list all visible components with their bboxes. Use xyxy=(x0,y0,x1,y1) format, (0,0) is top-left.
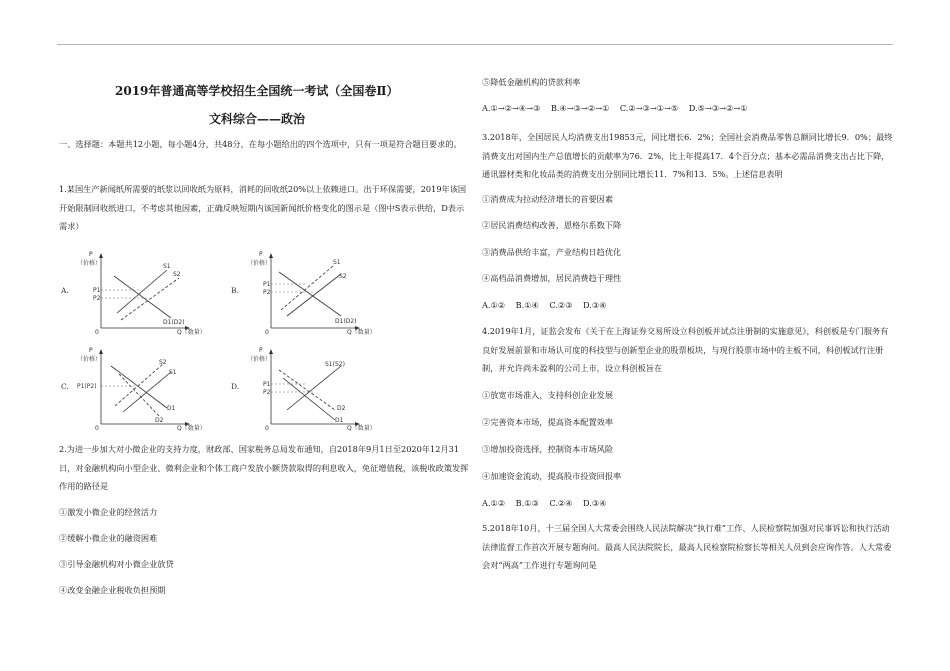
question-4-answers: A.①② B.①③ C.②④ D.③④ xyxy=(482,498,607,508)
graph-a xyxy=(59,248,209,340)
question-2-option-3: ③引导金融机构对小微企业放贷 xyxy=(59,559,174,569)
graph-b-s1: S1 xyxy=(333,259,341,266)
question-4-option-1: ①放宽市场准入，支持科创企业发展 xyxy=(482,390,614,400)
graph-c-p: P xyxy=(89,347,93,354)
graph-c-letter: C. xyxy=(61,382,69,391)
question-2-option-2: ②缓解小微企业的融资困难 xyxy=(59,533,158,543)
graph-d-d2: D2 xyxy=(337,405,346,412)
question-3-option-3: ③消费品供给丰富，产业结构日趋优化 xyxy=(482,247,622,257)
graph-c-q: Q（数量） xyxy=(177,425,206,432)
graph-d-letter: D. xyxy=(231,382,240,391)
graph-a-p2: P2 xyxy=(93,295,101,302)
question-4-option-4: ④加速资金流动，提高股市投资回报率 xyxy=(482,471,622,481)
graph-d-p1: P1 xyxy=(263,381,271,388)
graph-c-s2: S2 xyxy=(159,359,167,366)
graph-d-p2: P2 xyxy=(263,389,271,396)
graph-d xyxy=(229,344,379,436)
graph-d-d1: D1 xyxy=(335,417,344,424)
graph-d-price: （价格） xyxy=(247,356,272,363)
graph-a-s2: S2 xyxy=(173,271,181,278)
question-4-option-3: ③增加投资选择，控制资本市场风险 xyxy=(482,444,614,454)
question-2-option-4: ④改变金融企业税收负担预期 xyxy=(59,585,166,595)
graph-b-q: Q（数量） xyxy=(347,329,376,336)
question-4-option-2: ②完善资本市场，提高资本配置效率 xyxy=(482,417,614,427)
graph-c-d1: D1 xyxy=(167,405,176,412)
graph-a-letter: A. xyxy=(61,286,69,295)
graph-b-d: D1(D2) xyxy=(335,318,357,325)
graph-c-p12: P1(P2) xyxy=(77,383,97,390)
question-3-answers: A.①② B.①④ C.②③ D.③④ xyxy=(482,300,607,310)
graph-b-p1: P1 xyxy=(263,281,271,288)
graph-b-p: P xyxy=(259,251,263,258)
graph-c-origin: 0 xyxy=(95,425,99,432)
graph-b xyxy=(229,248,379,340)
question-3-option-4: ④高档品消费增加，居民消费趋于理性 xyxy=(482,273,622,283)
exam-subtitle: 文科综合——政治 xyxy=(209,112,306,126)
question-5-stem: 5.2018年10月，十三届全国人大常委会围绕人民法院解决“执行难”工作、人民检察院加强对民事诉讼和执行活动法律监督工作首次开展专题询问。最高人民法院院长，最高人民检察院检察长等相关人员到会应询作答。人大常委会对“两高”工作进行专题询问是 xyxy=(482,523,892,570)
question-3-option-2: ②居民消费结构改善，恩格尔系数下降 xyxy=(482,220,622,230)
graph-c-d2: D2 xyxy=(155,417,164,424)
graph-a-s1: S1 xyxy=(163,263,171,270)
question-2-answers: A.①→②→④→③ B.④→③→②→① C.②→③→①→⑤ D.⑤→③→②→① xyxy=(482,103,748,113)
graph-c-price: （价格） xyxy=(77,356,102,363)
header-rule xyxy=(57,44,893,45)
graph-a-origin: 0 xyxy=(95,329,99,336)
graph-a-p: P xyxy=(89,251,93,258)
graph-c-s1: S1 xyxy=(169,369,177,376)
question-2-stem: 2.为进一步加大对小微企业的支持力度，财政部、国家税务总局发布通知，自2018年9月1日至2020年12月31日，对金融机构向小型企业、微利企业和个体工商户发放小额贷款取得的利息收入，免征增值税，该税收政策发挥作用的路径是 xyxy=(59,444,469,491)
question-3-stem: 3.2018年，全国居民人均消费支出19853元，同比增长6．2%；全国社会消费品零售总额同比增长9．0%；最终消费支出对国内生产总值增长的贡献率为76．2%，比上年提高17．4个百分点；基本必需品消费支出占比下降，通讯器材类和化妆品类的消费支出分别同比增长11．7%和13．5%。上述信息表明 xyxy=(482,132,893,179)
graph-d-origin: 0 xyxy=(265,425,269,432)
graph-c xyxy=(59,344,209,436)
question-4-stem: 4.2019年1月，证监会发布《关于在上海证券交易所设立科创板并试点注册制的实施意见》，科创板是专门服务有良好发展前景和市场认可度的科技型与创新型企业的股票板块，与现行股票市场中的主板不同，科创板试行注册制，并允许尚未盈利的公司上市，设立科创板旨在 xyxy=(482,326,889,373)
question-1-stem: 1.某国生产新闻纸所需要的纸浆以回收纸为原料，消耗的回收纸20%以上依赖进口。出于环保需要，2019年该国开始限制回收纸进口，不考虑其他因素，正确反映短期内该国新闻纸价格变化的图示是（图中S表示供给，D表示需求） xyxy=(59,184,467,231)
graph-b-s2: S2 xyxy=(339,273,347,280)
graph-b-price: （价格） xyxy=(247,260,272,267)
question-2-option-1: ①激发小微企业的经营活力 xyxy=(59,507,158,517)
graph-a-q: Q（数量） xyxy=(177,329,206,336)
graph-d-s12: S1(S2) xyxy=(325,361,345,368)
graph-b-p2: P2 xyxy=(263,289,271,296)
question-2-option-5: ⑤降低金融机构的贷款利率 xyxy=(482,77,581,87)
question-3-option-1: ①消费成为拉动经济增长的首要因素 xyxy=(482,194,614,204)
graph-a-d: D1(D2) xyxy=(163,319,185,326)
section-instructions: 一、选择题：本题共12小题，每小题4分，共48分，在每小题给出的四个选项中，只有一项是符合题目要求的。 xyxy=(59,139,462,149)
graph-b-origin: 0 xyxy=(265,329,269,336)
graph-a-price: （价格） xyxy=(77,260,102,267)
graph-d-q: Q（数量） xyxy=(347,425,376,432)
graph-b-letter: B. xyxy=(231,286,239,295)
exam-title: 2019年普通高等学校招生全国统一考试（全国卷Ⅱ） xyxy=(115,84,399,98)
graph-a-p1: P1 xyxy=(93,287,101,294)
graph-d-p: P xyxy=(259,347,263,354)
